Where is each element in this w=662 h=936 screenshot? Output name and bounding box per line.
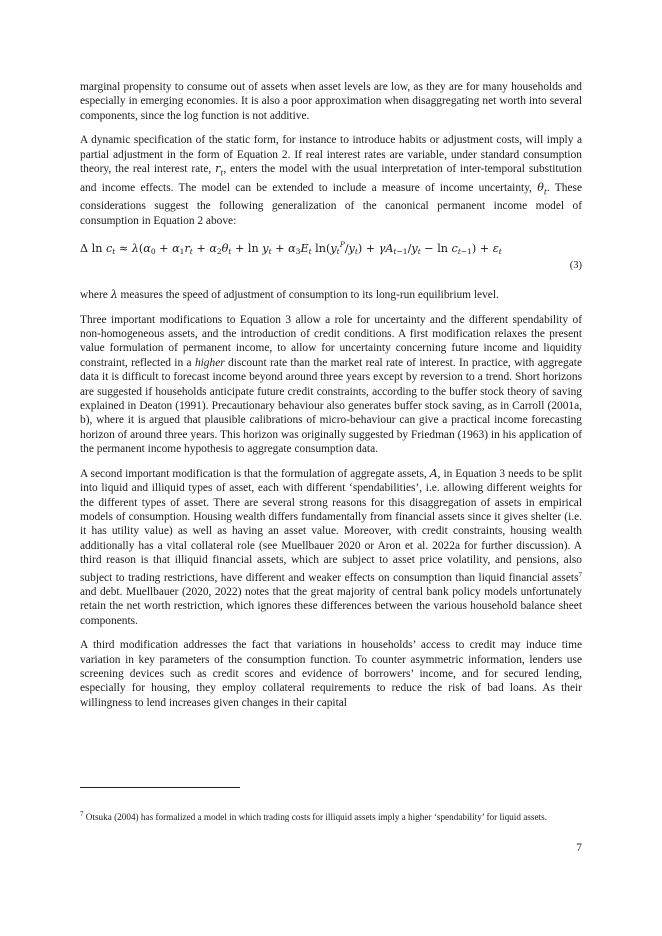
- symbol-lambda: λ: [110, 288, 118, 302]
- paragraph-6: A third modification addresses the fact that variations in households’ access to credit may induce time variation in key parameters of the consumption function. To counter asymmetric information, lenders use screening devices such as credit scores and evidence of borrowers’ income, and for secured lending, especially for housing, they employ collateral requirements to reduce the risk of bad loans. As their willingness to lend increases given changes in their capital: [80, 639, 582, 709]
- symbol-theta: θ: [537, 180, 544, 194]
- paragraph-5: A second important modification is that the formulation of aggregate assets, A, in Equation 3 needs to be split into liquid and illiquid types of asset, each with different ‘spendabilities’, i.e. allowing different weights for the different types of asset. There are several strong reasons for this disaggregation of assets in empirical models of consumption. Housing wealth differs fundamentally from financial assets since it gives shelter (i.e. it has utility value) as well as having an asset value. Moreover, with credit constraints, housing wealth additionally has a vital collateral role (see Muellbauer 2020 or Aron et al. 2022a for further discussion). A third reason is that illiquid financial assets, which are subject to asset price volatility, and pensions, also subject to trading restrictions, have different and weaker effects on consumption than liquid financial assets$^7$ and debt. Muellbauer (2020, 2022) notes that the great majority of central bank policy models unfortunately retain the net worth restriction, which ignores these differences between the various household balance sheet components.: [80, 466, 582, 627]
- equation-number: (3): [569, 260, 582, 272]
- footnote-divider: [80, 787, 240, 788]
- symbol-r: r: [215, 162, 221, 176]
- footnote-mark: 7: [80, 810, 84, 818]
- symbol-A: A: [429, 466, 438, 480]
- footnote-text: Otsuka (2004) has formalized a model in which trading costs for illiquid assets imply a higher ‘spendability’ for liquid assets.: [83, 812, 547, 822]
- paragraph-4: Three important modifications to Equation 3 allow a role for uncertainty and the different spendability of non-homogeneous assets, and the introduction of credit conditions. A first modification relaxes the present value formulation of permanent income, to allow for uncertainty concerning future income and liquidity constraint, reflected in a higher discount rate than the market real rate of interest. In practice, with aggregate data it is difficult to forecast income beyond around three years except by reversion to a trend. Short horizons are suggested if households anticipate future credit constraints, according to the buffer stock theory of saving explained in Deaton (1991). Precautionary behaviour also generates buffer stock saving, as in Carroll (2001a, b), where it is argued that plausible calibrations of micro-behaviour can give a practical income forecasting horizon of around three years. This horizon was originally suggested by Friedman (1963) in his application of the permanent income hypothesis to aggregate consumption data.: [80, 313, 582, 456]
- footnote-7: [80, 808, 582, 823]
- page-number: 7: [576, 842, 582, 854]
- paragraph-1: marginal propensity to consume out of assets when asset levels are low, as they are for many households and especially in emerging economies. It is also a poor approximation when disaggregating net worth into several components, since the log function is not additive.: [80, 81, 582, 122]
- equation-3: [80, 238, 582, 278]
- page-body: [80, 80, 582, 720]
- subscript-t: t: [543, 187, 547, 196]
- equation-3-formula: Δ $\ln c_t \approx \lambda(\alpha_0 + \alpha_1r_t + \alpha_2\theta_t + \ln y_t + \alpha_3E_t$ $\ln(y_t^P/y_t) + \gamma A_{t-1}/y_t - \ln c_{t-1}) + \varepsilon_t$: [80, 240, 502, 257]
- footnote-reference[interactable]: 7: [578, 570, 582, 579]
- paragraph-2: A dynamic specification of the static form, for instance to introduce habits or adjustment costs, will imply a partial adjustment in the form of Equation 2. If real interest rates are variable, under standard consumption theory, the real interest rate, $r_t$, enters the model with the usual interpretation of inter-temporal substitution and income effects. The model can be extended to include a measure of income uncertainty, $\theta_t$. These considerations suggest the following generalization of the canonical permanent income model of consumption in Equation 2 above:: [80, 134, 583, 227]
- emphasis-higher: higher: [194, 356, 225, 369]
- subscript-t: t: [220, 168, 224, 178]
- paragraph-3: where λ measures the speed of adjustment of consumption to its long-run equilibrium level.: [80, 288, 499, 302]
